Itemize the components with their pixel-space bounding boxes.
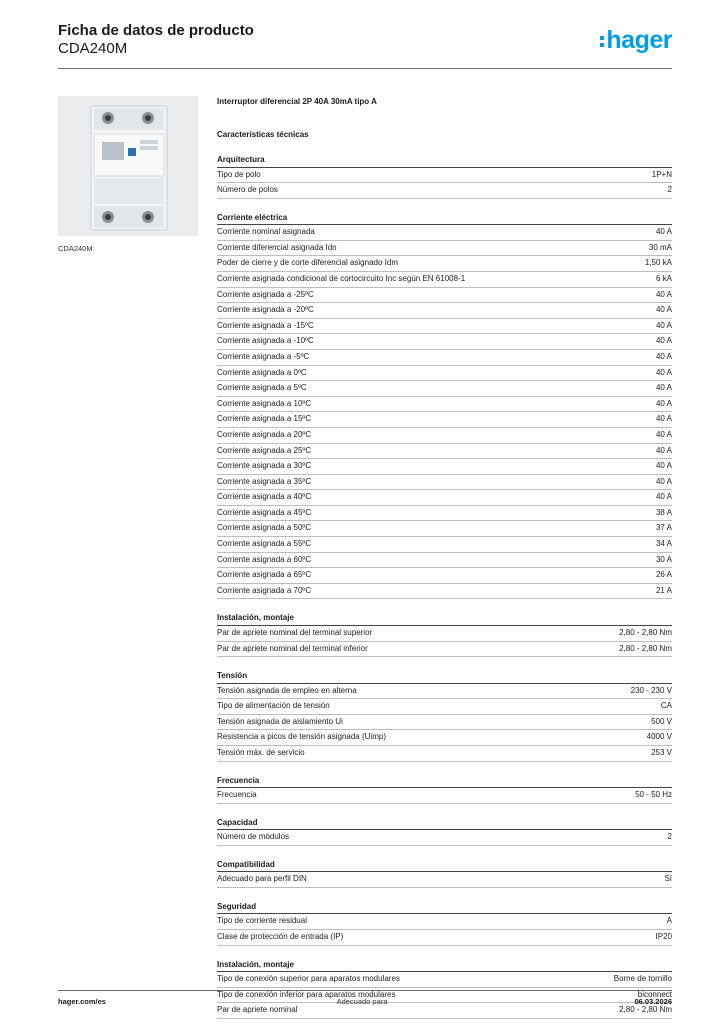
spec-label: Corriente asignada a -10ºC bbox=[217, 336, 314, 346]
spec-value: 40 A bbox=[655, 429, 672, 439]
spec-label: Corriente asignada a -5ºC bbox=[217, 351, 310, 361]
spec-row bbox=[217, 225, 672, 241]
spec-section bbox=[217, 775, 672, 804]
spec-row bbox=[217, 183, 672, 199]
spec-value: 40 A bbox=[655, 227, 672, 237]
spec-row bbox=[217, 684, 672, 700]
spec-label: Corriente asignada a 55ºC bbox=[217, 539, 312, 549]
tech-heading: Características técnicas bbox=[217, 130, 309, 139]
spec-value: CA bbox=[660, 701, 672, 711]
spec-row bbox=[217, 319, 672, 335]
spec-label: Corriente asignada a 45ºC bbox=[217, 507, 312, 517]
spec-row bbox=[217, 521, 672, 537]
spec-label: Corriente asignada a 15ºC bbox=[217, 414, 312, 424]
spec-value: 40 A bbox=[655, 320, 672, 330]
spec-value: 40 A bbox=[655, 461, 672, 471]
spec-value: 40 A bbox=[655, 336, 672, 346]
spec-row bbox=[217, 930, 672, 946]
section-title: Arquitectura bbox=[217, 154, 672, 168]
spec-label: Corriente asignada a 40ºC bbox=[217, 492, 312, 502]
spec-value: 40 A bbox=[655, 414, 672, 424]
section-title: Instalación, montaje bbox=[217, 612, 672, 626]
section-title: Compatibilidad bbox=[217, 859, 672, 873]
spec-label: Corriente asignada a 5ºC bbox=[217, 383, 307, 393]
spec-sections bbox=[217, 154, 672, 1019]
spec-label: Frecuencia bbox=[217, 790, 257, 800]
spec-label: Adecuado para perfil DIN bbox=[217, 874, 307, 884]
spec-row bbox=[217, 490, 672, 506]
spec-value: 6 kA bbox=[655, 273, 672, 283]
spec-value: 2,80 - 2,80 Nm bbox=[619, 643, 672, 653]
spec-row bbox=[217, 397, 672, 413]
spec-label: Corriente asignada condicional de cortocircuito Inc según EN 61008-1 bbox=[217, 273, 466, 283]
spec-section bbox=[217, 901, 672, 946]
spec-value: 40 A bbox=[655, 398, 672, 408]
spec-label: Número de módulos bbox=[217, 832, 290, 842]
spec-row bbox=[217, 444, 672, 460]
footer-center-text: Adecuado para bbox=[336, 997, 388, 1006]
spec-label: Par de apriete nominal del terminal inferior bbox=[217, 643, 368, 653]
spec-row bbox=[217, 537, 672, 553]
spec-label: Corriente asignada a 65ºC bbox=[217, 570, 312, 580]
spec-label: Clase de protección de entrada (IP) bbox=[217, 931, 344, 941]
spec-label: Tipo de conexión inferior para aparatos modulares bbox=[217, 989, 396, 999]
logo-dots-icon bbox=[600, 33, 604, 50]
spec-value: 30 A bbox=[655, 554, 672, 564]
spec-value: 30 mA bbox=[648, 242, 672, 252]
spec-row bbox=[217, 256, 672, 272]
spec-label: Corriente asignada a -20ºC bbox=[217, 305, 314, 315]
spec-value: biconnect bbox=[637, 989, 672, 999]
spec-label: Corriente asignada a 70ºC bbox=[217, 585, 312, 595]
spec-value: 40 A bbox=[655, 445, 672, 455]
datasheet-content bbox=[217, 96, 672, 1019]
spec-label: Tipo de corriente residual bbox=[217, 916, 307, 926]
spec-label: Corriente asignada a 0ºC bbox=[217, 367, 307, 377]
spec-section bbox=[217, 154, 672, 199]
section-title: Frecuencia bbox=[217, 775, 672, 789]
spec-value: 500 V bbox=[651, 716, 672, 726]
footer-date: 06.03.2026 bbox=[634, 997, 672, 1006]
spec-value: 40 A bbox=[655, 289, 672, 299]
spec-value: 21 A bbox=[655, 585, 672, 595]
spec-label: Corriente nominal asignada bbox=[217, 227, 315, 237]
page-title: Ficha de datos de producto bbox=[58, 22, 254, 39]
spec-value: Sí bbox=[664, 874, 672, 884]
spec-section bbox=[217, 612, 672, 657]
spec-value: 38 A bbox=[655, 507, 672, 517]
spec-row bbox=[217, 428, 672, 444]
spec-row bbox=[217, 642, 672, 658]
spec-value: 50 - 50 Hz bbox=[635, 790, 672, 800]
spec-value: 34 A bbox=[655, 539, 672, 549]
spec-value: IP20 bbox=[655, 931, 672, 941]
spec-row bbox=[217, 506, 672, 522]
section-title: Instalación, montaje bbox=[217, 959, 672, 973]
spec-value: 40 A bbox=[655, 476, 672, 486]
spec-value: Borne de tornillo bbox=[613, 974, 672, 984]
spec-section bbox=[217, 212, 672, 600]
spec-value: 253 V bbox=[651, 748, 672, 757]
spec-row bbox=[217, 272, 672, 288]
spec-label: Corriente asignada a 35ºC bbox=[217, 476, 312, 486]
spec-row bbox=[217, 350, 672, 366]
spec-row bbox=[217, 746, 672, 762]
spec-value: 1P+N bbox=[651, 169, 672, 179]
spec-row bbox=[217, 699, 672, 715]
spec-row bbox=[217, 788, 672, 804]
spec-value: A bbox=[666, 916, 672, 926]
spec-row bbox=[217, 715, 672, 731]
spec-label: Resistencia a picos de tensión asignada (Uimp) bbox=[217, 732, 386, 742]
spec-row bbox=[217, 168, 672, 184]
section-title: Tensión bbox=[217, 670, 672, 684]
spec-row bbox=[217, 568, 672, 584]
spec-value: 40 A bbox=[655, 305, 672, 315]
spec-value: 40 A bbox=[655, 367, 672, 377]
spec-label: Corriente asignada a 30ºC bbox=[217, 461, 312, 471]
spec-value: 2,80 - 2,80 Nm bbox=[619, 1005, 672, 1015]
spec-row bbox=[217, 914, 672, 930]
section-title: Seguridad bbox=[217, 901, 672, 915]
spec-section bbox=[217, 959, 672, 1019]
spec-label: Tipo de polo bbox=[217, 169, 261, 179]
product-title: Interruptor diferencial 2P 40A 30mA tipo A bbox=[217, 97, 377, 106]
spec-label: Par de apriete nominal bbox=[217, 1005, 298, 1015]
spec-value: 40 A bbox=[655, 383, 672, 393]
spec-row bbox=[217, 459, 672, 475]
logo-text: hager bbox=[606, 26, 672, 54]
spec-label: Tipo de alimentación de tensión bbox=[217, 701, 330, 711]
spec-row bbox=[217, 872, 672, 888]
spec-label: Poder de cierre y de corte diferencial asignado Idm bbox=[217, 258, 398, 268]
spec-row bbox=[217, 584, 672, 600]
spec-label: Corriente asignada a 10ºC bbox=[217, 398, 312, 408]
spec-value: 4000 V bbox=[646, 732, 672, 742]
spec-section bbox=[217, 670, 672, 761]
product-image bbox=[58, 96, 198, 236]
spec-row bbox=[217, 366, 672, 382]
spec-row bbox=[217, 303, 672, 319]
rcd-device-icon bbox=[58, 96, 198, 236]
spec-value: 26 A bbox=[655, 570, 672, 580]
spec-value: 2 bbox=[667, 832, 672, 842]
product-code: CDA240M bbox=[58, 40, 128, 57]
spec-value: 40 A bbox=[655, 492, 672, 502]
spec-row bbox=[217, 830, 672, 846]
spec-row bbox=[217, 334, 672, 350]
spec-row bbox=[217, 412, 672, 428]
spec-label: Tensión asignada de empleo en alterna bbox=[217, 685, 357, 695]
spec-value: 1,50 kA bbox=[644, 258, 672, 268]
spec-label: Número de polos bbox=[217, 185, 278, 195]
spec-value: 230 - 230 V bbox=[630, 685, 672, 695]
spec-section bbox=[217, 859, 672, 888]
spec-label: Corriente asignada a -15ºC bbox=[217, 320, 314, 330]
header-divider bbox=[58, 68, 672, 69]
spec-label: Corriente asignada a 60ºC bbox=[217, 554, 312, 564]
spec-label: Corriente asignada a 25ºC bbox=[217, 445, 312, 455]
spec-row bbox=[217, 730, 672, 746]
spec-label: Corriente asignada a 20ºC bbox=[217, 429, 312, 439]
spec-row bbox=[217, 626, 672, 642]
spec-label: Corriente asignada a 50ºC bbox=[217, 523, 312, 533]
spec-label: Corriente asignada a -25ºC bbox=[217, 289, 314, 299]
spec-row bbox=[217, 288, 672, 304]
spec-row bbox=[217, 972, 672, 988]
spec-row bbox=[217, 381, 672, 397]
spec-label: Tipo de conexión superior para aparatos modulares bbox=[217, 974, 400, 984]
spec-value: 2 bbox=[667, 185, 672, 195]
spec-label: Corriente diferencial asignada Idn bbox=[217, 242, 337, 252]
spec-label: Par de apriete nominal del terminal superior bbox=[217, 627, 373, 637]
spec-row bbox=[217, 241, 672, 257]
image-caption: CDA240M bbox=[58, 244, 93, 253]
footer-divider bbox=[58, 990, 672, 991]
spec-label: Tensión máx. de servicio bbox=[217, 748, 305, 757]
section-title: Capacidad bbox=[217, 817, 672, 831]
spec-value: 40 A bbox=[655, 351, 672, 361]
spec-section bbox=[217, 817, 672, 846]
spec-label: Tensión asignada de aislamiento Ui bbox=[217, 716, 343, 726]
spec-value: 37 A bbox=[655, 523, 672, 533]
spec-row bbox=[217, 553, 672, 569]
footer-website[interactable]: hager.com/es bbox=[58, 997, 106, 1006]
section-title: Corriente eléctrica bbox=[217, 212, 672, 226]
spec-value: 2,80 - 2,80 Nm bbox=[619, 627, 672, 637]
hager-logo bbox=[600, 26, 672, 54]
spec-row bbox=[217, 475, 672, 491]
